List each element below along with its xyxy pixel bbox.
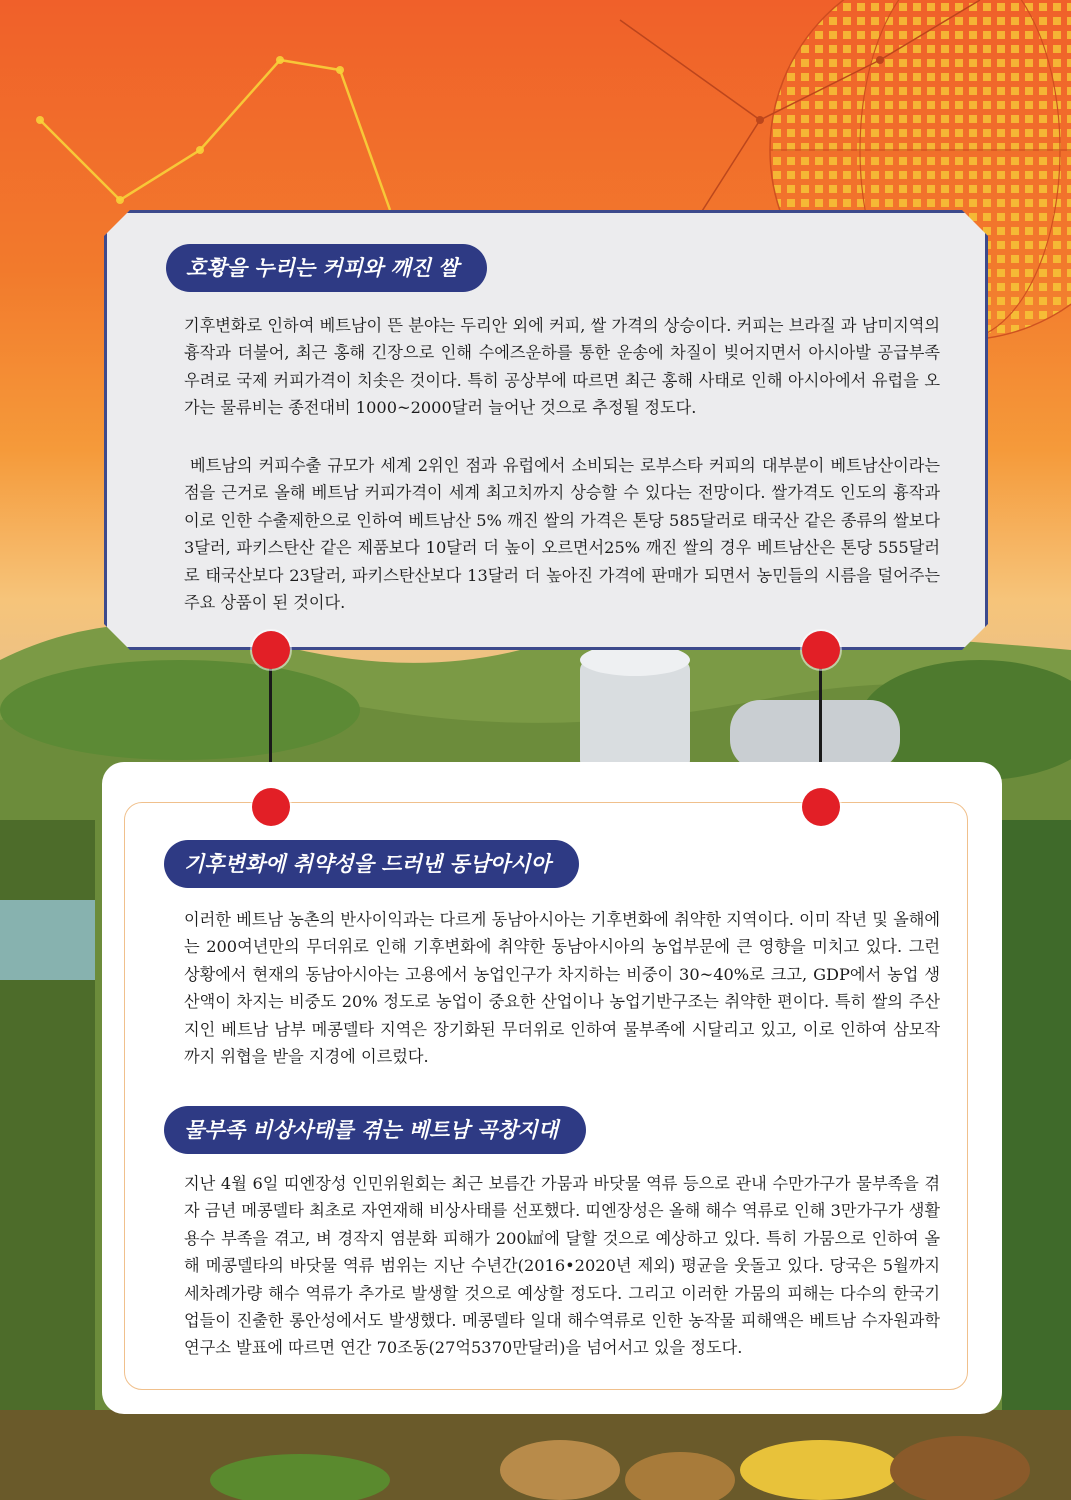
section-paragraph: 이러한 베트남 농촌의 반사이익과는 다르게 동남아시아는 기후변화에 취약한 지역이다. 이미 작년 및 올해에는 200여년만의 무더위로 인해 기후변화에 취약한 동남아시아의 농업부문에 큰 영향을 미치고 있다. 그런 상황에서 현재의 동남아시아는 고용에서 농업인구가 차지하는 비중이 30~40%로 크고, GDP에서 농업 생산액이 차지는 비중도 20% 정도로 농업이 중요한 산업이나 농업기반구조는 취약한 편이다. 특히 쌀의 주산지인 베트남 남부 메콩델타 지역은 장기화된 무더위로 인하여 물부족에 시달리고 있고, 이로 인하여 삼모작까지 위협을 받을 지경에 이르렀다. — [184, 910, 940, 1067]
connector-dot — [252, 788, 290, 826]
connector-dot — [802, 788, 840, 826]
section-title-coffee-rice: 호황을 누리는 커피와 깨진 쌀 — [166, 244, 487, 292]
section-paragraph: 기후변화로 인하여 베트남이 뜬 분야는 두리안 외에 커피, 쌀 가격의 상승이다. 커피는 브라질 과 남미지역의 흉작과 더불어, 최근 홍해 긴장으로 인해 수에즈운하를 통한 운송에 차질이 빚어지면서 아시아발 공급부족 우려로 국제 커피가격이 치솟은 것이다. 특히 공상부에 따르면 최근 홍해 사태로 인해 아시아에서 유럽을 오가는 물류비는 종전대비 1000~2000달러 늘어난 것으로 추정될 정도다. — [184, 316, 940, 418]
section-title-water-shortage: 물부족 비상사태를 겪는 베트남 곡창지대 — [164, 1106, 586, 1154]
section-paragraph: 베트남의 커피수출 규모가 세계 2위인 점과 유럽에서 소비되는 로부스타 커피의 대부분이 베트남산이라는 점을 근거로 올해 베트남 커피가격이 세계 최고치까지 상승할 수 있다는 전망이다. 쌀가격도 인도의 흉작과 이로 인한 수출제한으로 인하여 베트남산 5% 깨진 쌀의 가격은 톤당 585달러로 태국산 같은 종류의 쌀보다 3달러, 파키스탄산 같은 제품보다 10달러 더 높이 오르면서25% 깨진 쌀의 경우 베트남산은 톤당 555달러로 태국산보다 23달러, 파키스탄산보다 13달러 더 높아진 가격에 판매가 되면서 농민들의 시름을 덜어주는 주요 상품이 된 것이다. — [184, 456, 940, 613]
chart-line-decoration — [40, 60, 390, 210]
section-title-climate-vulnerability: 기후변화에 취약성을 드러낸 동남아시아 — [164, 840, 579, 888]
connector-dot — [252, 631, 290, 669]
connector-dot — [802, 631, 840, 669]
section-paragraph: 지난 4월 6일 띠엔장성 인민위원회는 최근 보름간 가뭄과 바닷물 역류 등으로 관내 수만가구가 물부족을 겪자 금년 메콩델타 최초로 자연재해 비상사태를 선포했다. 띠엔장성은 올해 해수 역류로 인해 3만가구가 생활용수 부족을 겪고, 벼 경작지 염분화 피해가 200㎢에 달할 것으로 예상하고 있다. 특히 가뭄으로 인하여 올해 메콩델타의 바닷물 역류 범위는 지난 수년간(2016•2020년 제외) 평균을 웃돌고 있다. 당국은 5월까지 세차례가량 해수 역류가 추가로 발생할 것으로 예상할 정도다. 그리고 이러한 가뭄의 피해는 다수의 한국기업들이 진출한 롱안성에서도 발생했다. 메콩델타 일대 해수역류로 인한 농작물 피해액은 베트남 수자원과학연구소 발표에 따르면 연간 70조동(27억5370만달러)을 넘어서고 있을 정도다. — [184, 1174, 940, 1358]
